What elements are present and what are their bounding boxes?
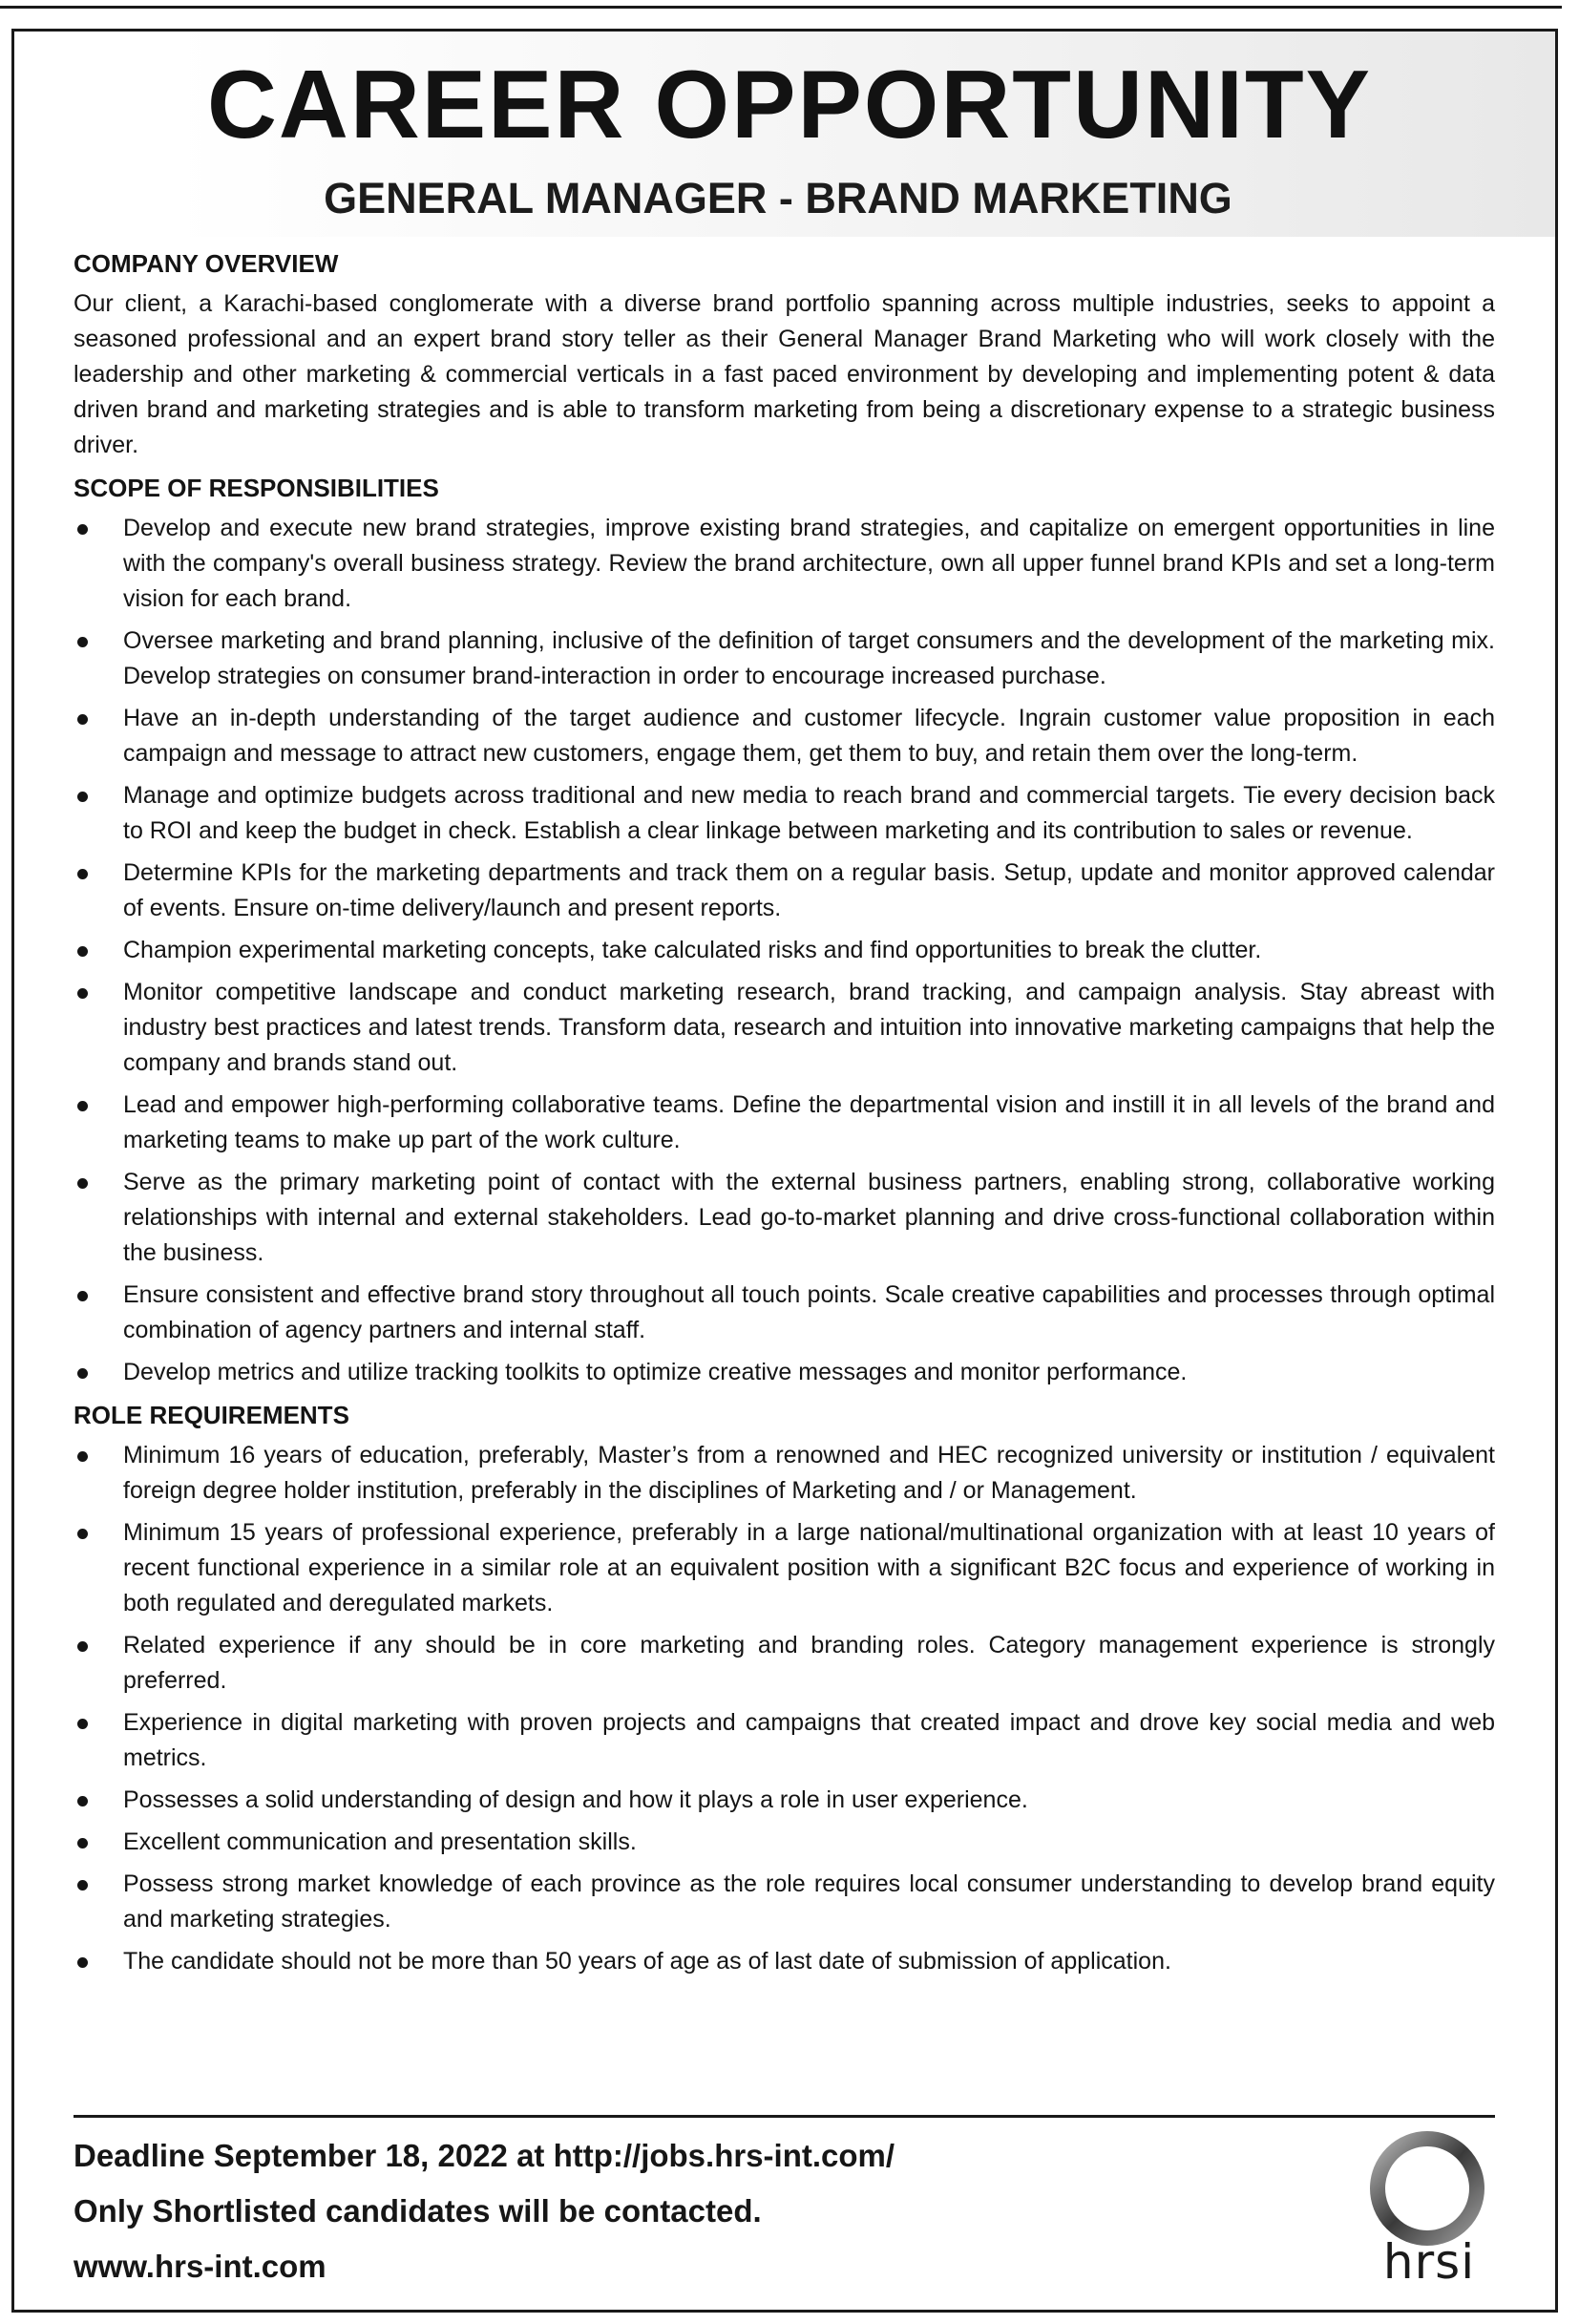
company-overview-heading: COMPANY OVERVIEW <box>74 249 339 278</box>
list-item <box>74 1438 1495 1509</box>
bullet-icon <box>77 524 88 535</box>
bullet-icon <box>77 792 88 802</box>
list-item-text: Champion experimental marketing concepts, take calculated risks and find opportunities to break the clutter. <box>123 937 1262 963</box>
bullet-icon <box>77 1957 88 1968</box>
deadline-text: Deadline September 18, 2022 at http://jobs.hrs-int.com/ <box>74 2138 895 2173</box>
top-rule <box>0 6 1562 9</box>
company-overview-text: Our client, a Karachi-based conglomerate with a diverse brand portfolio spanning across multiple industries, seeks to appoint a seasoned professional and an expert brand story teller as their General Manager Brand Marketing who will work closely with the leadership and other marketing & commercial verticals in a fast paced environment by developing and implementing potent & data driven brand and marketing strategies and is able to transform marketing from being a discretionary expense to a strategic business driver. <box>74 290 1495 458</box>
bullet-icon <box>77 637 88 647</box>
list-item <box>74 856 1495 926</box>
bullet-icon <box>77 1641 88 1652</box>
responsibilities-heading: SCOPE OF RESPONSIBILITIES <box>74 474 439 502</box>
list-item <box>74 701 1495 771</box>
requirements-list <box>74 1438 1495 1979</box>
list-item <box>74 1944 1495 1979</box>
bullet-icon <box>77 1880 88 1891</box>
logo-wordmark: hrsi <box>1382 2234 1476 2290</box>
bullet-icon <box>77 1101 88 1111</box>
bullet-icon <box>77 946 88 957</box>
list-item-text: Develop and execute new brand strategies, improve existing brand strategies, and capitalize on emergent opportunities in line with the company's overall business strategy. Review the brand architecture, own all upper funnel brand KPIs and set a long-term vision for each brand. <box>123 515 1495 612</box>
bullet-icon <box>77 869 88 879</box>
requirements-heading: ROLE REQUIREMENTS <box>74 1401 349 1429</box>
list-item <box>74 511 1495 617</box>
bullet-icon <box>77 1291 88 1301</box>
list-item-text: Possess strong market knowledge of each province as the role requires local consumer understanding to develop brand equity and marketing strategies. <box>123 1870 1495 1933</box>
list-item <box>74 1867 1495 1937</box>
page-title: CAREER OPPORTUNITY <box>206 52 1373 158</box>
bullet-icon <box>77 1178 88 1189</box>
list-item <box>74 1825 1495 1860</box>
list-item <box>74 1705 1495 1776</box>
bullet-icon <box>77 1368 88 1379</box>
list-item-text: Lead and empower high-performing collaborative teams. Define the departmental vision and instill it in all levels of the brand and marketing teams to make up part of the work culture. <box>123 1091 1495 1153</box>
list-item-text: Excellent communication and presentation skills. <box>123 1828 637 1855</box>
list-item-text: Determine KPIs for the marketing departments and track them on a regular basis. Setup, update and monitor approved calendar of events. Ensure on-time delivery/launch and present reports. <box>123 859 1495 921</box>
list-item-text: Serve as the primary marketing point of contact with the external business partners, enabling strong, collaborative working relationships with internal and external stakeholders. Lead go-to-market planning and drive cross-functional collaboration within the business. <box>123 1169 1495 1266</box>
ad-content <box>74 246 1495 1987</box>
list-item-text: Ensure consistent and effective brand story throughout all touch points. Scale creative capabilities and processes through optimal combination of agency partners and internal staff. <box>123 1281 1495 1343</box>
list-item-text: Monitor competitive landscape and conduct marketing research, brand tracking, and campaign analysis. Stay abreast with industry best practices and latest trends. Transform data, research and intuition into innovative marketing campaigns that help the company and brands stand out. <box>123 979 1495 1076</box>
list-item-text: Related experience if any should be in core marketing and branding roles. Category management experience is strongly preferred. <box>123 1632 1495 1694</box>
bullet-icon <box>77 1838 88 1849</box>
list-item-text: Have an in-depth understanding of the target audience and customer lifecycle. Ingrain customer value proposition in each campaign and message to attract new customers, engage them, get them to buy, and retain them over the long-term. <box>123 705 1495 767</box>
shortlisted-note: Only Shortlisted candidates will be contacted. <box>74 2193 762 2229</box>
list-item <box>74 1088 1495 1158</box>
list-item-text: Minimum 16 years of education, preferably, Master’s from a renowned and HEC recognized university or institution / equivalent foreign degree holder institution, preferably in the disciplines of Marketing and / or Management. <box>123 1442 1495 1504</box>
list-item-text: Possesses a solid understanding of design and how it plays a role in user experience. <box>123 1786 1028 1813</box>
bullet-icon <box>77 714 88 725</box>
list-item-text: Oversee marketing and brand planning, inclusive of the definition of target consumers and the development of the marketing mix. Develop strategies on consumer brand-interaction in order to encourage increased purchase. <box>123 627 1495 689</box>
list-item <box>74 623 1495 694</box>
bullet-icon <box>77 1719 88 1729</box>
list-item <box>74 933 1495 968</box>
website-link[interactable]: www.hrs-int.com <box>74 2249 326 2284</box>
list-item-text: Manage and optimize budgets across traditional and new media to reach brand and commercial targets. Tie every decision back to ROI and keep the budget in check. Establish a clear linkage between marketing and its contribution to sales or revenue. <box>123 782 1495 844</box>
list-item <box>74 1515 1495 1621</box>
footer-divider <box>74 2115 1495 2118</box>
list-item-text: Develop metrics and utilize tracking toolkits to optimize creative messages and monitor performance. <box>123 1359 1188 1385</box>
job-title: GENERAL MANAGER - BRAND MARKETING <box>324 174 1232 222</box>
list-item <box>74 1278 1495 1348</box>
bullet-icon <box>77 1529 88 1539</box>
list-item <box>74 1628 1495 1699</box>
list-item-text: Experience in digital marketing with proven projects and campaigns that created impact and drove key social media and web metrics. <box>123 1709 1495 1771</box>
list-item-text: The candidate should not be more than 50 years of age as of last date of submission of application. <box>123 1948 1171 1975</box>
list-item <box>74 1355 1495 1390</box>
responsibilities-list <box>74 511 1495 1390</box>
bullet-icon <box>77 988 88 999</box>
list-item <box>74 975 1495 1081</box>
bullet-icon <box>77 1796 88 1806</box>
list-item <box>74 1165 1495 1271</box>
list-item-text: Minimum 15 years of professional experience, preferably in a large national/multinational organization with at least 10 years of recent functional experience in a similar role at an equivalent position with a significant B2C focus and experience of working in both regulated and deregulated markets. <box>123 1519 1495 1616</box>
list-item <box>74 778 1495 849</box>
hrsi-logo <box>1356 2122 1499 2293</box>
bullet-icon <box>77 1451 88 1462</box>
list-item <box>74 1783 1495 1818</box>
